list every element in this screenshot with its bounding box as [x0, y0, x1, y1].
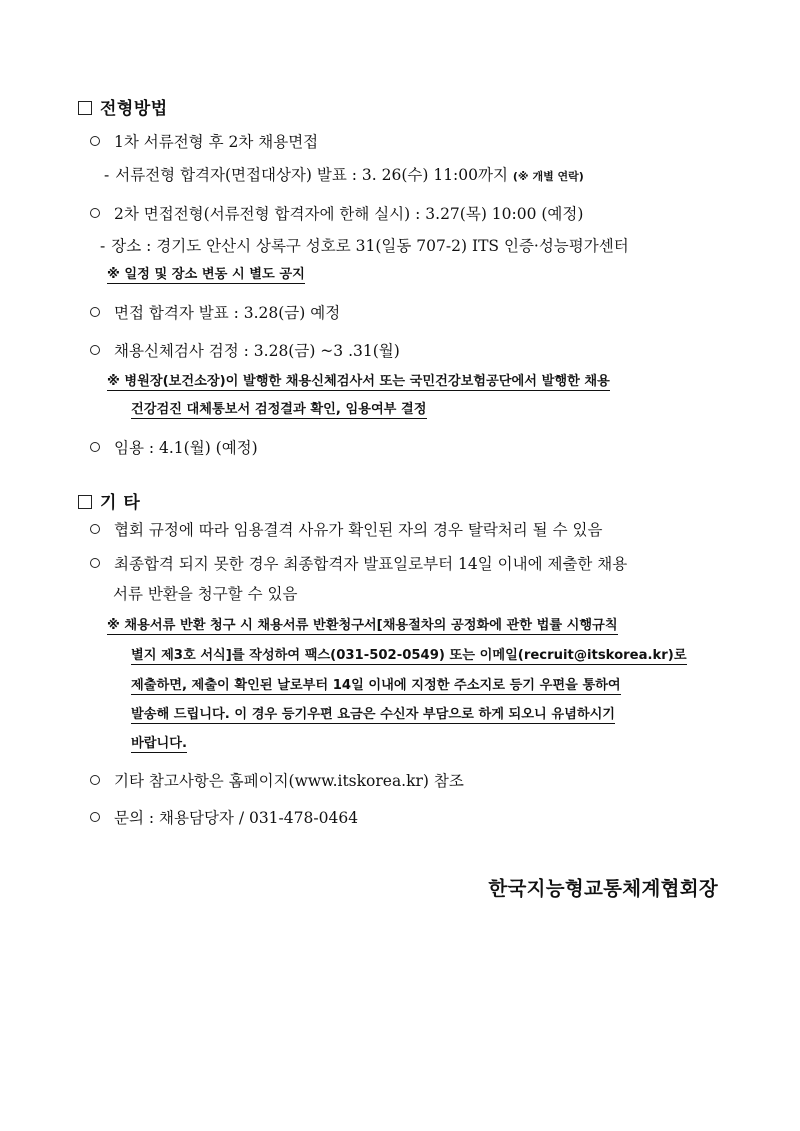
- list-item: 1차 서류전형 후 2차 채용면접: [90, 132, 318, 152]
- circle-bullet-icon: [90, 208, 100, 218]
- list-subitem: - 장소 : 경기도 안산시 상록구 성호로 31(일동 707-2) ITS 인증·성능평가센터: [100, 237, 629, 255]
- list-subitem: - 서류전형 합격자(면접대상자) 발표 : 3. 26(수) 11:00까지 (※ 개별 연락): [104, 166, 584, 184]
- circle-bullet-icon: [90, 442, 100, 452]
- list-item: 채용신체검사 검정 : 3.28(금) ~3 .31(월): [90, 341, 400, 361]
- circle-bullet-icon: [90, 524, 100, 534]
- section-title-selection-method: 전형방법: [78, 94, 168, 119]
- checkbox-square-icon: [78, 495, 92, 509]
- circle-bullet-icon: [90, 136, 100, 146]
- document-return-note-line: 발송해 드립니다. 이 경우 등기우편 요금은 수신자 부담으로 하게 되오니 유념하시기: [131, 707, 616, 722]
- health-check-note-line: ※ 병원장(보건소장)이 발행한 채용신체검사서 또는 국민건강보험공단에서 발행한 채용: [107, 374, 610, 389]
- circle-bullet-icon: [90, 775, 100, 785]
- section-title-etc: 기 타: [78, 488, 140, 513]
- list-item-continuation: 서류 반환을 청구할 수 있음: [113, 585, 298, 603]
- document-return-note-line: 제출하면, 제출이 확인된 날로부터 14일 이내에 지정한 주소지로 등기 우편을 통하여: [131, 678, 621, 693]
- schedule-change-note: ※ 일정 및 장소 변동 시 별도 공지: [107, 267, 305, 282]
- circle-bullet-icon: [90, 812, 100, 822]
- circle-bullet-icon: [90, 558, 100, 568]
- circle-bullet-icon: [90, 307, 100, 317]
- document-return-note-line: ※ 채용서류 반환 청구 시 채용서류 반환청구서[채용절차의 공정화에 관한 법률 시행규칙: [107, 618, 618, 633]
- document-return-note-line: 별지 제3호 서식]를 작성하여 팩스(031-502-0549) 또는 이메일(recruit@itskorea.kr)로: [131, 648, 687, 663]
- health-check-note-line: 건강검진 대체통보서 검정결과 확인, 임용여부 결정: [131, 402, 427, 417]
- document-return-note-line: 바랍니다.: [131, 736, 187, 751]
- issuer-signature: 한국지능형교통체계협회장: [488, 877, 718, 900]
- list-item: 최종합격 되지 못한 경우 최종합격자 발표일로부터 14일 이내에 제출한 채용: [90, 554, 627, 574]
- list-item: 기타 참고사항은 홈페이지(www.itskorea.kr) 참조: [90, 771, 464, 791]
- list-item: 임용 : 4.1(월) (예정): [90, 438, 258, 458]
- contact-note: (※ 개별 연락): [512, 170, 584, 183]
- list-item: 문의 : 채용담당자 / 031-478-0464: [90, 808, 358, 828]
- list-item: 면접 합격자 발표 : 3.28(금) 예정: [90, 303, 340, 323]
- list-item: 협회 규정에 따라 임용결격 사유가 확인된 자의 경우 탈락처리 될 수 있음: [90, 520, 602, 540]
- checkbox-square-icon: [78, 101, 92, 115]
- circle-bullet-icon: [90, 345, 100, 355]
- list-item: 2차 면접전형(서류전형 합격자에 한해 실시) : 3.27(목) 10:00 (예정): [90, 204, 583, 224]
